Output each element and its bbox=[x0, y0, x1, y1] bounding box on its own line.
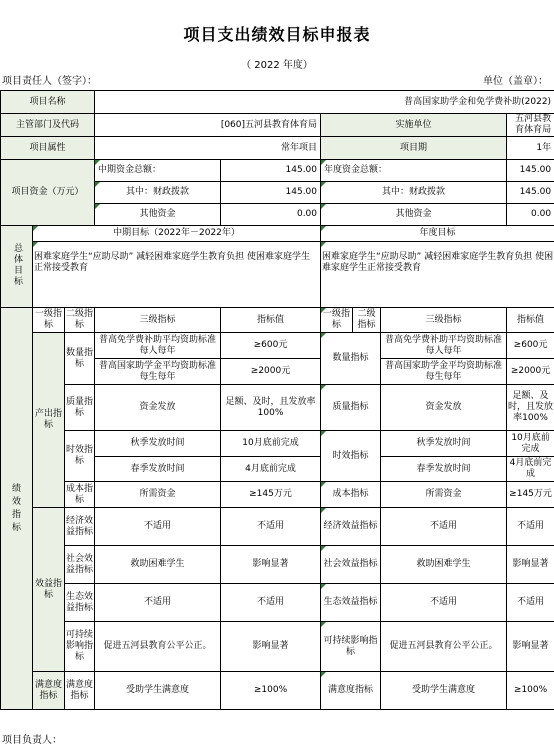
year-time1-l3: 秋季发放时间 bbox=[381, 431, 507, 457]
year-qual-value: 足额、及时，且发放率100% bbox=[507, 385, 554, 431]
period-value: 1年 bbox=[507, 137, 554, 160]
year-time-l2: 时效指标 bbox=[321, 431, 381, 482]
mid-fiscal-label: 其中：财政拨款 bbox=[95, 182, 221, 204]
year-qual-l3: 资金发放 bbox=[381, 385, 507, 431]
row-department bbox=[1, 114, 554, 137]
mid-sus-l3: 促进五河县教育公平公正。 bbox=[95, 622, 221, 672]
row-econ bbox=[1, 508, 554, 546]
year-eco-l3: 不适用 bbox=[381, 584, 507, 622]
year-econ-value: 不适用 bbox=[507, 508, 554, 546]
year-qual-l2: 质量指标 bbox=[321, 385, 381, 431]
year-sat-l2: 满意度指标 bbox=[321, 672, 381, 710]
mid-benefit-label: 效益指标 bbox=[33, 508, 65, 672]
row-satisfaction bbox=[1, 672, 554, 710]
mid-goal-header: 中期目标（2022年－2022年） bbox=[33, 226, 321, 242]
year-other-label: 其他资金 bbox=[321, 204, 507, 226]
mid-soc-value: 影响显著 bbox=[221, 546, 321, 584]
mid-sus-l2: 可持续影响指标 bbox=[65, 622, 95, 672]
mid-total-label: 中期资金总额： bbox=[95, 160, 221, 182]
year-sus-l3: 促进五河县教育公平公正。 bbox=[381, 622, 507, 672]
mid-time2-value: 4月底前完成 bbox=[221, 457, 321, 482]
year-qty2-l3: 普高国家助学金平均资助标准每生每年 bbox=[381, 359, 507, 385]
mid-h-level3: 三级指标 bbox=[95, 308, 221, 333]
year-goal-header: 年度目标 bbox=[321, 226, 554, 242]
mid-cost-value: ≥145万元 bbox=[221, 482, 321, 508]
year-other-value: 0.00 bbox=[507, 204, 554, 226]
mid-qual-l2: 质量指标 bbox=[65, 385, 95, 431]
row-quantity-1 bbox=[1, 333, 554, 359]
project-name-label: 项目名称 bbox=[1, 91, 95, 114]
impl-unit-label: 实施单位 bbox=[321, 114, 507, 137]
mid-time1-l3: 秋季发放时间 bbox=[95, 431, 221, 457]
project-name-value: 普高国家助学金和免学费补助(2022) bbox=[95, 91, 554, 114]
mid-qty2-l3: 普高国家助学金平均资助标准每生每年 bbox=[95, 359, 221, 385]
mid-h-value: 指标值 bbox=[221, 308, 321, 333]
mid-h-level2: 二级指标 bbox=[65, 308, 95, 333]
mid-econ-l2: 经济效益指标 bbox=[65, 508, 95, 546]
year-time2-l3: 春季发放时间 bbox=[381, 457, 507, 482]
row-eco bbox=[1, 584, 554, 622]
dept-label: 主管部门及代码 bbox=[1, 114, 95, 137]
funds-label: 项目资金（万元） bbox=[1, 160, 95, 226]
mid-eco-value: 不适用 bbox=[221, 584, 321, 622]
attr-label: 项目属性 bbox=[1, 137, 95, 160]
mid-econ-value: 不适用 bbox=[221, 508, 321, 546]
mid-time2-l3: 春季发放时间 bbox=[95, 457, 221, 482]
mid-fiscal-value: 145.00 bbox=[221, 182, 321, 204]
year-h-level3: 三级指标 bbox=[381, 308, 507, 333]
mid-qty2-value: ≥2000元 bbox=[221, 359, 321, 385]
year-h-level2: 二级指标 bbox=[353, 308, 381, 333]
mid-sat-value: ≥100% bbox=[221, 672, 321, 710]
mid-econ-l3: 不适用 bbox=[95, 508, 221, 546]
year-sat-value: ≥100% bbox=[507, 672, 554, 710]
mid-sus-value: 影响显著 bbox=[221, 622, 321, 672]
row-goals-text bbox=[1, 242, 554, 308]
mid-qual-value: 足额、及时，且发放率100% bbox=[221, 385, 321, 431]
mid-output-label: 产出指标 bbox=[33, 333, 65, 508]
year-cost-value: ≥145万元 bbox=[507, 482, 554, 508]
overall-goal-label: 总体目标 bbox=[1, 226, 33, 308]
year-cost-l3: 所需资金 bbox=[381, 482, 507, 508]
year-sat-l3: 受助学生满意度 bbox=[381, 672, 507, 710]
year-econ-l3: 不适用 bbox=[381, 508, 507, 546]
performance-form-table bbox=[0, 90, 554, 710]
mid-qty-l2: 数量指标 bbox=[65, 333, 95, 385]
year-qty1-l3: 普高免学费补助平均资助标准每人每年 bbox=[381, 333, 507, 359]
row-attribute bbox=[1, 137, 554, 160]
mid-h-level1: 一级指标 bbox=[33, 308, 65, 333]
mid-time1-value: 10月底前完成 bbox=[221, 431, 321, 457]
mid-soc-l3: 救助困难学生 bbox=[95, 546, 221, 584]
footer-responsible: 项目负责人： bbox=[2, 735, 62, 746]
year-soc-l2: 社会效益指标 bbox=[321, 546, 381, 584]
row-project-name bbox=[1, 91, 554, 114]
mid-qty1-value: ≥600元 bbox=[221, 333, 321, 359]
impl-unit-value: 五河县教育体育局 bbox=[507, 114, 554, 137]
mid-goal-text: 困难家庭学生“应助尽助” 减轻困难家庭学生教育负担 使困难家庭学生正常接受教育 bbox=[33, 242, 321, 308]
year-soc-value: 影响显著 bbox=[507, 546, 554, 584]
responsible-label: 项目责任人（签字）： bbox=[2, 76, 97, 87]
year-time2-value: 4月底前完成 bbox=[507, 457, 554, 482]
mid-qual-l3: 资金发放 bbox=[95, 385, 221, 431]
year-eco-value: 不适用 bbox=[507, 584, 554, 622]
mid-other-value: 0.00 bbox=[221, 204, 321, 226]
row-goals-header bbox=[1, 226, 554, 242]
mid-total-value: 145.00 bbox=[221, 160, 321, 182]
row-quality bbox=[1, 385, 554, 431]
year-econ-l2: 经济效益指标 bbox=[321, 508, 381, 546]
year-qty-l2: 数量指标 bbox=[321, 333, 381, 385]
year-total-label: 年度资金总额： bbox=[321, 160, 507, 182]
perf-indicator-label: 绩效指标 bbox=[1, 308, 33, 710]
row-funds-total bbox=[1, 160, 554, 182]
dept-value: [060]五河县教育体育局 bbox=[95, 114, 321, 137]
year-eco-l2: 生态效益指标 bbox=[321, 584, 381, 622]
mid-cost-l2: 成本指标 bbox=[65, 482, 95, 508]
mid-eco-l2: 生态效益指标 bbox=[65, 584, 95, 622]
period-label: 项目期 bbox=[321, 137, 507, 160]
year-qty1-value: ≥600元 bbox=[507, 333, 554, 359]
attr-value: 常年项目 bbox=[95, 137, 321, 160]
year-line: （ 2022 年度） bbox=[241, 60, 313, 71]
row-sustain bbox=[1, 622, 554, 672]
row-social bbox=[1, 546, 554, 584]
form-title: 项目支出绩效目标申报表 bbox=[183, 25, 371, 44]
year-sus-value: 影响显著 bbox=[507, 622, 554, 672]
mid-other-label: 其他资金 bbox=[95, 204, 221, 226]
row-time-1 bbox=[1, 431, 554, 457]
year-cost-l2: 成本指标 bbox=[321, 482, 381, 508]
unit-label: 单位（盖章）： bbox=[483, 76, 548, 87]
mid-eco-l3: 不适用 bbox=[95, 584, 221, 622]
mid-time-l2: 时效指标 bbox=[65, 431, 95, 482]
mid-sat-l3: 受助学生满意度 bbox=[95, 672, 221, 710]
year-goal-text: 困难家庭学生“应助尽助” 减轻困难家庭学生教育负担 使困难家庭学生正常接受教育 bbox=[321, 242, 554, 308]
year-qty2-value: ≥2000元 bbox=[507, 359, 554, 385]
mid-satis-l1: 满意度指标 bbox=[33, 672, 65, 710]
year-fiscal-label: 其中：财政拨款 bbox=[321, 182, 507, 204]
year-soc-l3: 救助困难学生 bbox=[381, 546, 507, 584]
mid-qty1-l3: 普高免学费补助平均资助标准每人每年 bbox=[95, 333, 221, 359]
mid-cost-l3: 所需资金 bbox=[95, 482, 221, 508]
mid-soc-l2: 社会效益指标 bbox=[65, 546, 95, 584]
year-total-value: 145.00 bbox=[507, 160, 554, 182]
row-perf-header bbox=[1, 308, 554, 333]
year-fiscal-value: 145.00 bbox=[507, 182, 554, 204]
mid-sat-l2: 满意度指标 bbox=[65, 672, 95, 710]
row-cost bbox=[1, 482, 554, 508]
year-time1-value: 10月底前完成 bbox=[507, 431, 554, 457]
year-h-value: 指标值 bbox=[507, 308, 554, 333]
year-h-level1: 一级指标 bbox=[321, 308, 353, 333]
year-sus-l2: 可持续影响指标 bbox=[321, 622, 381, 672]
